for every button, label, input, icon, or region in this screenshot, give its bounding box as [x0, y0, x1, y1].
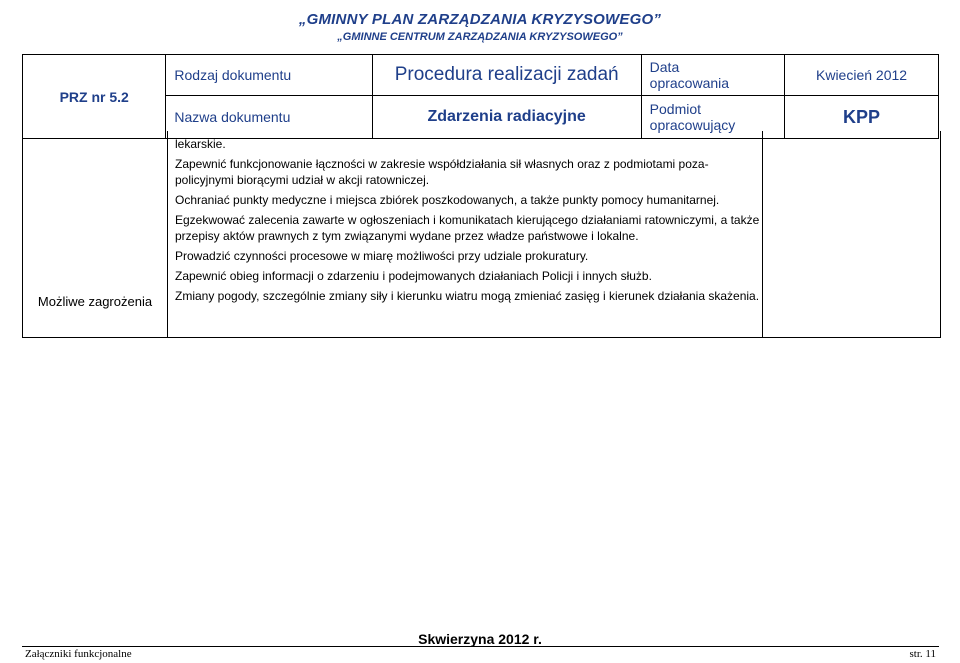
date-label-line2: opracowania: [649, 75, 730, 91]
entity-label-line2: opracowujący: [649, 117, 736, 133]
procedure-code: PRZ nr 5.2: [23, 55, 166, 139]
plan-subtitle: „GMINNE CENTRUM ZARZĄDZANIA KRYZYSOWEGO”: [337, 31, 623, 43]
doc-type-label: Rodzaj dokumentu: [166, 55, 372, 96]
list-item: Prowadzić czynności procesowe w miarę możliwości przy udziale prokuratury.: [175, 249, 589, 263]
footer-place-date: Skwierzyna 2012 r.: [418, 631, 542, 647]
date-label: [641, 55, 784, 96]
date-value: Kwiecień 2012: [785, 55, 939, 96]
list-item: Egzekwować zalecenia zawarte w ogłoszeniach i komunikatach kierującego działaniami ratowniczymi, a także przepisy aktów prawnych z tym związanymi wydane przez władze państwowe i lokalne.: [175, 213, 760, 243]
page-number: str. 11: [909, 648, 936, 660]
right-column: [762, 131, 940, 337]
date-label-line1: Data: [649, 59, 680, 75]
list-item: Ochraniać punkty medyczne i miejsca zbiórek poszkodowanych, a także punkty pomocy humanitarnej.: [175, 193, 720, 207]
list-item: Zapewnić obieg informacji o zdarzeniu i podejmowanych działaniach Policji i innych służb.: [175, 269, 652, 283]
footer-divider: [22, 646, 939, 647]
doc-type-value: Procedura realizacji zadań: [372, 55, 641, 96]
plan-title: „GMINNY PLAN ZARZĄDZANIA KRYZYSOWEGO”: [298, 11, 662, 28]
list-item: lekarskie.: [175, 137, 226, 151]
list-item: Zapewnić funkcjonowanie łączności w zakresie współdziałania sił własnych oraz z podmiotami poza-policyjnymi biorącymi udział w akcji ratowniczej.: [175, 157, 709, 187]
doc-name-value: Zdarzenia radiacyjne: [372, 96, 641, 139]
footer-section: Załączniki funkcjonalne: [25, 648, 132, 660]
entity-label-line1: Podmiot: [649, 101, 702, 117]
document-header-table: [22, 54, 939, 139]
content-table: [22, 131, 941, 338]
doc-name-label: Nazwa dokumentu: [166, 96, 372, 139]
list-item: Zmiany pogody, szczególnie zmiany siły i kierunku wiatru mogą zmieniać zasięg i kierunek działania skażenia.: [175, 289, 760, 303]
threats-label: Możliwe zagrożenia: [37, 294, 153, 309]
entity-value: KPP: [785, 96, 939, 139]
task-list: [175, 136, 760, 308]
